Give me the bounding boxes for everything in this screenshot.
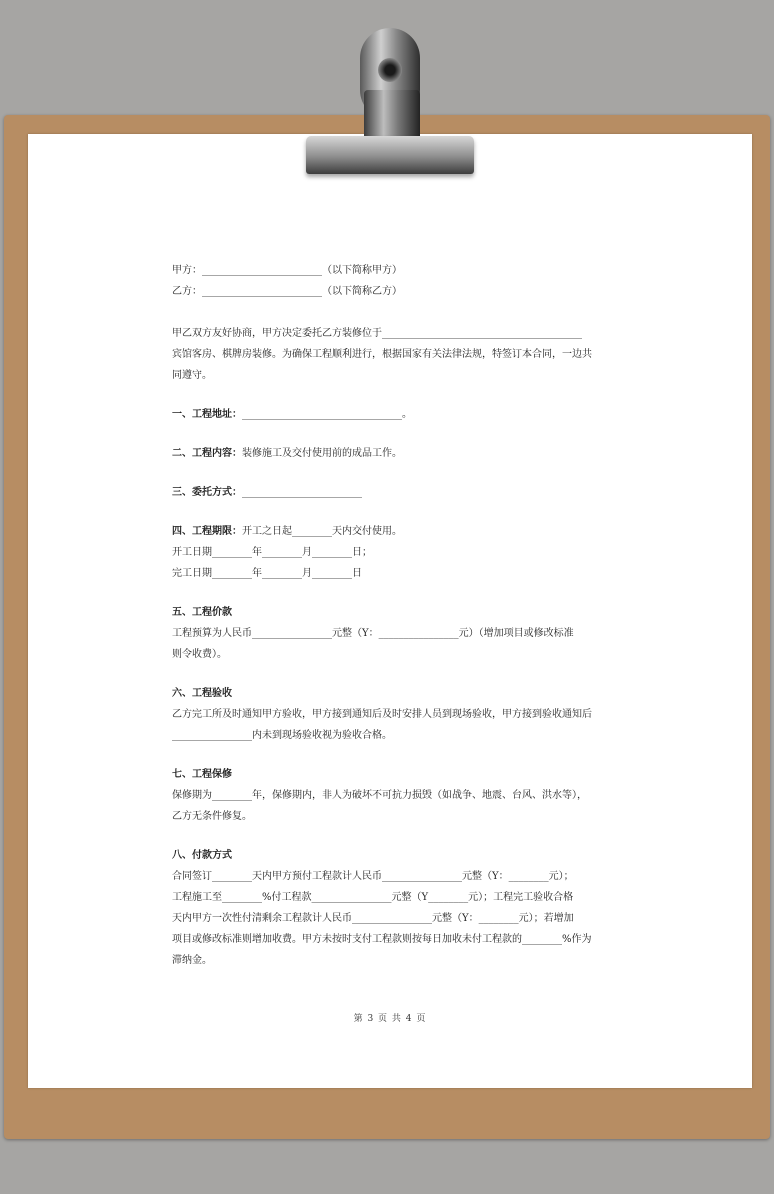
section-8-line-2: 工程施工至________%付工程款________________元整（Y________元）；工程完工验收合格 bbox=[172, 892, 574, 903]
section-5-line-2: 则令收费）。 bbox=[172, 649, 227, 660]
end-date-line: 完工日期________年________月________日 bbox=[172, 568, 362, 579]
section-8-line-3: 天内甲方一次性付清剩余工程款计人民币________________元整（Y：________元）；若增加 bbox=[172, 913, 574, 924]
section-4-text: 开工之日起________天内交付使用。 bbox=[242, 526, 402, 537]
binder-clip-icon bbox=[300, 28, 480, 178]
section-5-line-1: 工程预算为人民币________________元整（Y：________________元）（增加项目或修改标准 bbox=[172, 628, 574, 639]
section-4 bbox=[172, 521, 604, 542]
section-3-text: ________________________ bbox=[242, 487, 362, 498]
section-8-line-5: 滞纳金。 bbox=[172, 955, 212, 966]
section-4-title: 四、工程期限： bbox=[172, 526, 242, 537]
section-7-line-2: 乙方无条件修复。 bbox=[172, 811, 252, 822]
page-number: 第 3 页 共 4 页 bbox=[353, 1014, 427, 1024]
section-2 bbox=[172, 443, 604, 464]
section-6-line-1: 乙方完工所及时通知甲方验收，甲方接到通知后及时安排人员到现场验收，甲方接到验收通知后 bbox=[172, 709, 592, 720]
section-1-title: 一、工程地址： bbox=[172, 409, 242, 420]
section-2-text: 装修施工及交付使用前的成品工作。 bbox=[242, 448, 402, 459]
section-7-line-1: 保修期为________年，保修期内，非人为破坏不可抗力损毁（如战争、地震、台风、洪水等）， bbox=[172, 790, 587, 801]
section-1-text: ________________________________。 bbox=[242, 409, 412, 420]
section-3 bbox=[172, 482, 604, 503]
section-6-title: 六、工程验收 bbox=[172, 688, 232, 699]
intro-line-1: 甲乙双方友好协商，甲方决定委托乙方装修位于________________________________________ bbox=[172, 328, 582, 339]
intro-line-2: 宾馆客房、棋牌房装修。为确保工程顺利进行，根据国家有关法律法规，特签订本合同，一边共 bbox=[172, 349, 592, 360]
section-5-title: 五、工程价款 bbox=[172, 607, 232, 618]
section-7-title: 七、工程保修 bbox=[172, 769, 232, 780]
intro-line-3: 同遵守。 bbox=[172, 370, 212, 381]
contract-text bbox=[172, 260, 604, 971]
section-6-line-2: ________________内未到现场验收视为验收合格。 bbox=[172, 730, 392, 741]
section-8-title: 八、付款方式 bbox=[172, 850, 232, 861]
party-a-line: 甲方：________________________（以下简称甲方） bbox=[172, 265, 402, 276]
party-b-line: 乙方：________________________（以下简称乙方） bbox=[172, 286, 402, 297]
section-3-title: 三、委托方式： bbox=[172, 487, 242, 498]
start-date-line: 开工日期________年________月________日； bbox=[172, 547, 372, 558]
section-2-title: 二、工程内容： bbox=[172, 448, 242, 459]
section-8-line-1: 合同签订________天内甲方预付工程款计人民币________________元整（Y：________元）； bbox=[172, 871, 574, 882]
section-8-line-4: 项目或修改标准则增加收费。甲方未按时支付工程款则按每日加收未付工程款的________%作为 bbox=[172, 934, 592, 945]
section-1 bbox=[172, 404, 604, 425]
